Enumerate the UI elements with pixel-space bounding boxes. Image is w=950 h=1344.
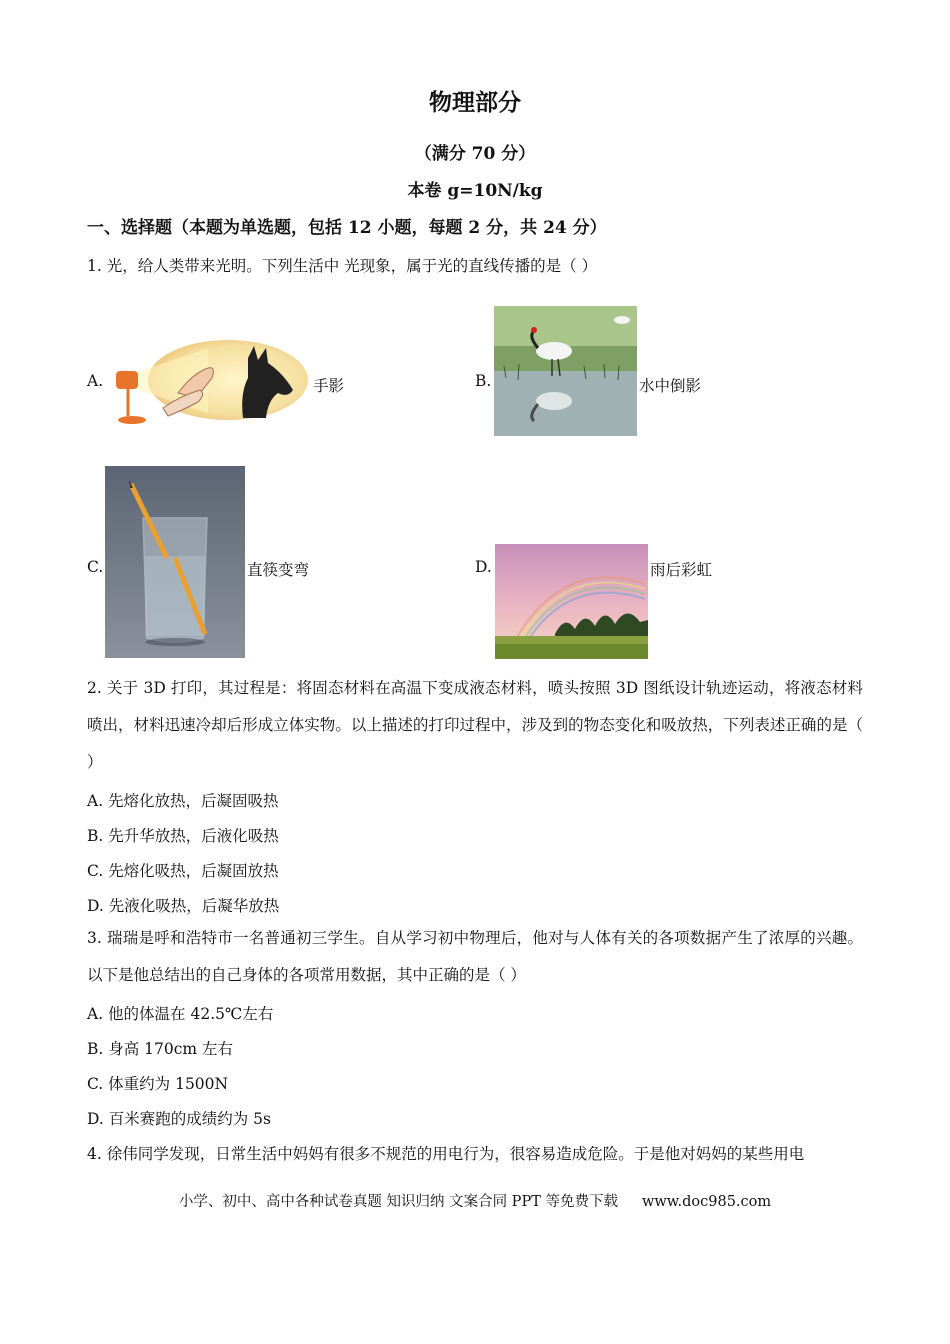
q1-option-d-letter: D. xyxy=(475,558,492,576)
question-2-stem: 2. 关于 3D 打印，其过程是：将固态材料在高温下变成液态材料，喷头按照 3D 图纸设计轨迹运动，将液态材料喷出，材料迅速冷却后形成立体实物。以上描述的打印过程中，涉及到的物态变化和吸放热，下列表述正确的是（ ） xyxy=(87,679,863,771)
page-title: 物理部分 xyxy=(429,89,521,116)
q2-option-d: D. 先液化吸热，后凝华放热 xyxy=(87,897,280,915)
q1-option-a-caption: 手影 xyxy=(313,377,345,395)
q3-option-d: D. 百米赛跑的成绩约为 5s xyxy=(87,1110,271,1128)
q1-option-c-caption: 直筷变弯 xyxy=(247,561,310,579)
bent-pencil-image xyxy=(105,466,245,658)
q1-option-c-letter: C. xyxy=(87,558,104,576)
question-4-stem: 4. 徐伟同学发现，日常生活中妈妈有很多不规范的用电行为，很容易造成危险。于是他对妈妈的某些用电 xyxy=(87,1145,805,1163)
q3-option-a: A. 他的体温在 42.5℃左右 xyxy=(87,1005,274,1023)
section-heading: 一、选择题（本题为单选题，包括 12 小题，每题 2 分，共 24 分） xyxy=(87,218,607,238)
question-1-stem: 1. 光，给人类带来光明。下列生活中 光现象，属于光的直线传播的是（ ） xyxy=(87,257,598,275)
total-score: （满分 70 分） xyxy=(414,144,536,164)
rainbow-image xyxy=(495,544,648,659)
footer-text: 小学、初中、高中各种试卷真题 知识归纳 文案合同 PPT 等免费下载 xyxy=(178,1194,618,1210)
q2-option-b: B. 先升华放热，后液化吸热 xyxy=(87,827,279,845)
hand-shadow-image xyxy=(108,338,308,428)
question-3-stem: 3. 瑞瑞是呼和浩特市一名普通初三学生。自从学习初中物理后，他对与人体有关的各项数据产生了浓厚的兴趣。以下是他总结出的自己身体的各项常用数据，其中正确的是（ ） xyxy=(87,929,863,984)
q2-option-a: A. 先熔化放热，后凝固吸热 xyxy=(87,792,279,810)
footer-url[interactable]: www.doc985.com xyxy=(641,1194,772,1210)
q1-option-d-caption: 雨后彩虹 xyxy=(650,561,713,579)
q3-option-c: C. 体重约为 1500N xyxy=(87,1075,229,1093)
page-footer xyxy=(0,1190,950,1211)
gravity-constant: 本卷 g=10N/kg xyxy=(407,181,543,201)
q3-option-b: B. 身高 170cm 左右 xyxy=(87,1040,234,1058)
q1-option-b-caption: 水中倒影 xyxy=(639,377,702,395)
crane-reflection-image xyxy=(494,306,637,436)
q2-option-c: C. 先熔化吸热，后凝固放热 xyxy=(87,862,279,880)
q1-option-b-letter: B. xyxy=(475,372,492,390)
q1-option-a-letter: A. xyxy=(87,372,104,390)
